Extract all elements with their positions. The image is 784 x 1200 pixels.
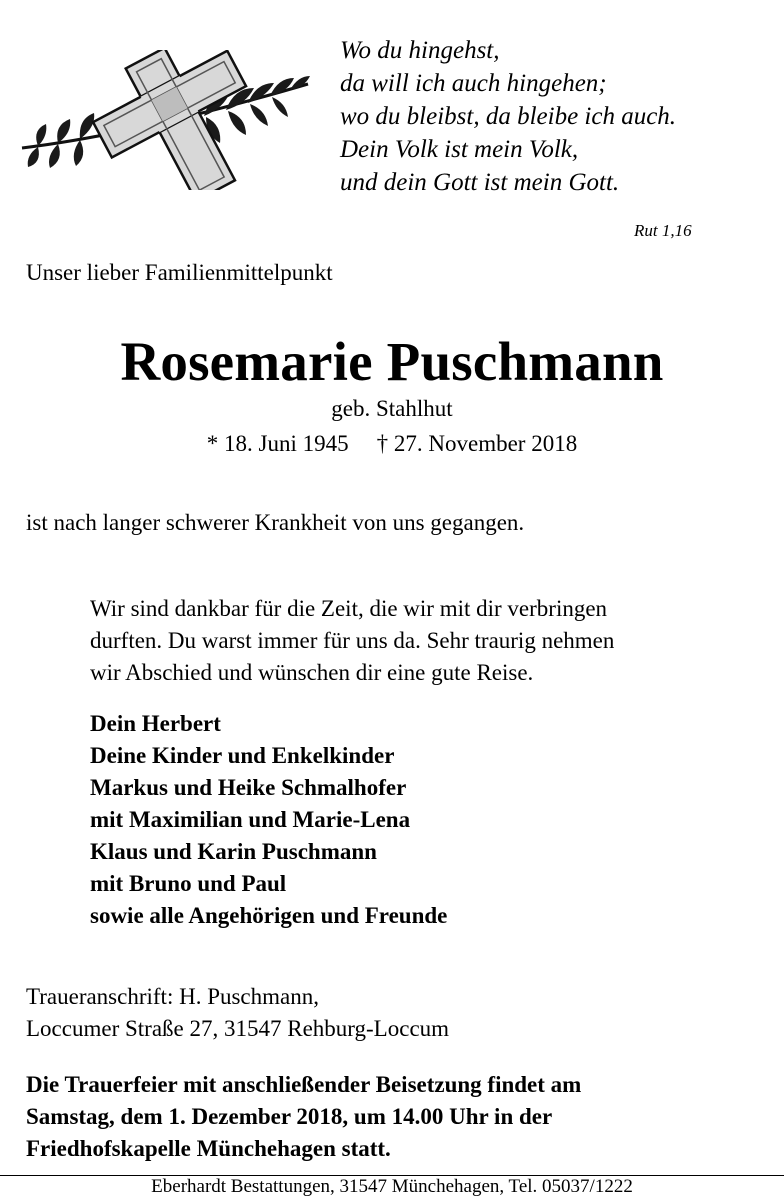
mourner-line: Deine Kinder und Enkelkinder [90,743,395,768]
service-line: Friedhofskapelle Münchehagen statt. [26,1136,391,1161]
thanks-paragraph [90,593,614,689]
verse-line: wo du bleibst, da bleibe ich auch. [340,103,677,130]
service-line: Die Trauerfeier mit anschließender Beisetzung findet am [26,1072,582,1097]
mourner-line: sowie alle Angehörigen und Freunde [90,903,448,928]
verse-line: da will ich auch hingehen; [340,70,607,97]
mourner-line: mit Bruno und Paul [90,871,287,896]
life-dates [0,431,784,457]
verse-source: Rut 1,16 [634,221,692,240]
address-line: Loccumer Straße 27, 31547 Rehburg-Loccum [26,1016,450,1041]
service-line: Samstag, dem 1. Dezember 2018, um 14.00 Uhr in der [26,1104,553,1129]
mourning-address [26,981,449,1045]
birth-name: geb. Stahlhut [331,396,453,421]
mourners-list [90,708,447,932]
birth-date: * 18. Juni 1945 [206,431,349,456]
mourner-line: Dein Herbert [90,711,221,736]
address-line: Traueranschrift: H. Puschmann, [26,984,319,1009]
footer [0,1176,784,1198]
thanks-line: Wir sind dankbar für die Zeit, die wir mit dir verbringen [90,596,608,621]
deceased-name: Rosemarie Puschmann [120,331,664,392]
funeral-home-info: Eberhardt Bestattungen, 31547 Münchehagen, Tel. 05037/1222 [143,1176,641,1197]
mourner-line: Klaus und Karin Puschmann [90,839,377,864]
bible-verse [340,34,676,199]
cross-with-palm-branch-icon [18,50,318,190]
mourner-line: mit Maximilian und Marie-Lena [90,807,411,832]
verse-line: Wo du hingehst, [340,37,500,64]
passed-text: ist nach langer schwerer Krankheit von uns gegangen. [26,510,525,535]
death-date: † 27. November 2018 [376,431,578,456]
verse-line: Dein Volk ist mein Volk, [340,136,579,163]
funeral-service-notice [26,1069,581,1165]
thanks-line: durften. Du warst immer für uns da. Sehr traurig nehmen [90,628,615,653]
mourner-line: Markus und Heike Schmalhofer [90,775,407,800]
thanks-line: wir Abschied und wünschen dir eine gute Reise. [90,660,534,685]
intro-text: Unser lieber Familienmittelpunkt [26,260,333,285]
verse-line: und dein Gott ist mein Gott. [340,169,620,196]
